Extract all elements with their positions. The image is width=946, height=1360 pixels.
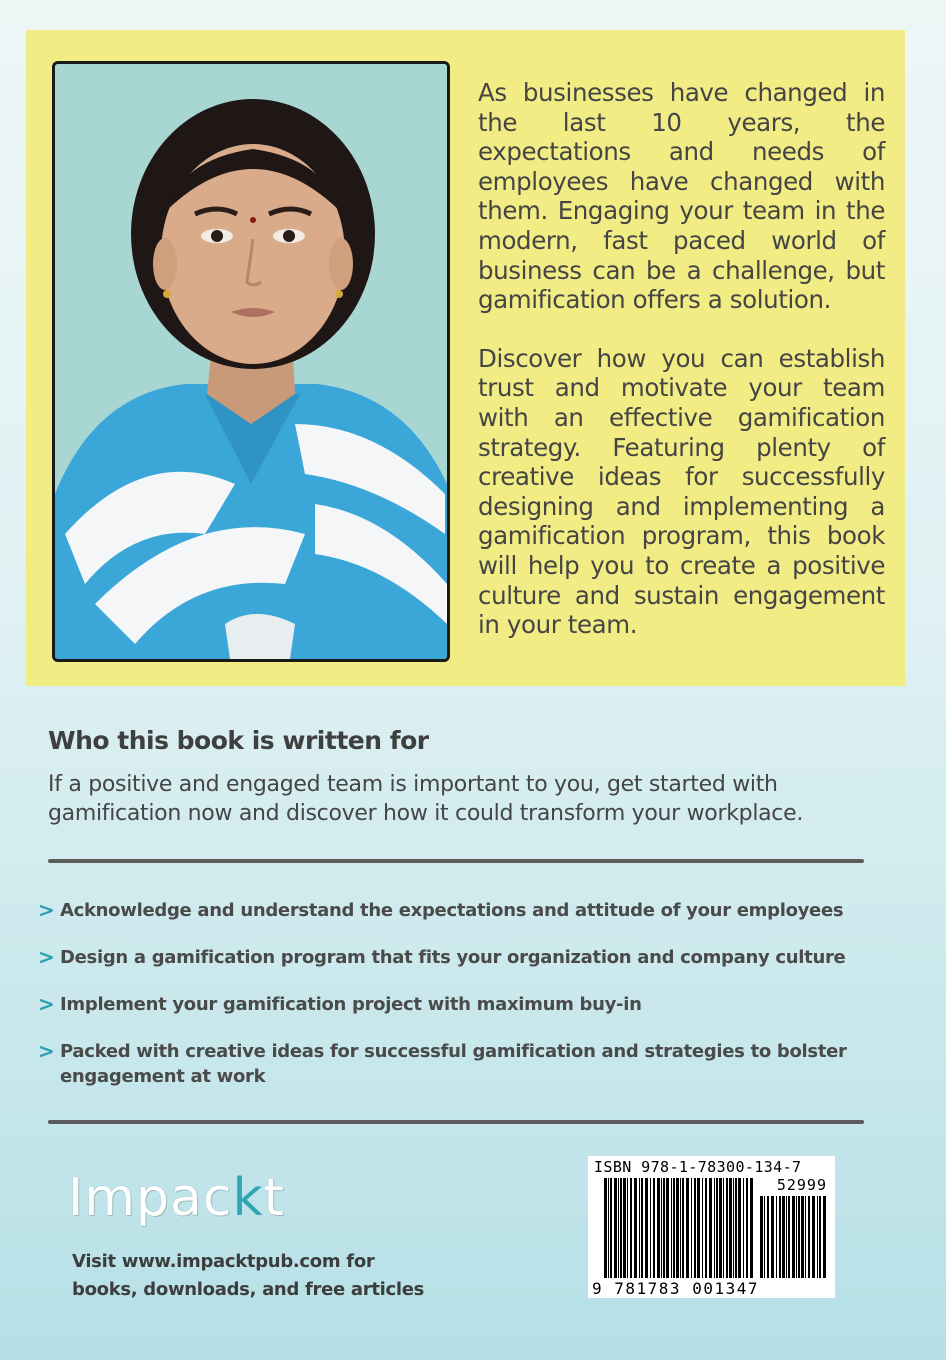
barcode-bar (682, 1178, 684, 1278)
barcode-bar (716, 1178, 718, 1278)
barcode-bar (729, 1178, 732, 1278)
barcode-bar (801, 1196, 804, 1278)
barcode-bar (714, 1178, 715, 1278)
barcode-bar (610, 1178, 612, 1278)
barcode-bar (735, 1178, 737, 1278)
barcode-bar (608, 1178, 609, 1278)
publisher-visit-text: Visit www.impacktpub.com for books, downloads, and free articles (72, 1251, 425, 1300)
feature-text: Acknowledge and understand the expectations and attitude of your employees (60, 900, 844, 921)
barcode-bar (743, 1178, 744, 1278)
barcode-bar (650, 1178, 651, 1278)
barcode-bar (779, 1196, 781, 1278)
barcode-bar (798, 1196, 800, 1278)
barcode-bar (705, 1178, 707, 1278)
barcode-bar (620, 1178, 622, 1278)
barcode-bar (776, 1196, 777, 1278)
barcode-bar (614, 1178, 617, 1278)
blurb-paragraph-2: Discover how you can establish trust and motivate your team with an effective gamification strategy. Featuring plenty of creative ideas for successfully designing and implementing a gamification program, this book will help you to create a positive culture and sustain engagement in your team. (478, 343, 885, 640)
barcode-bar (723, 1178, 724, 1278)
barcode-digits: 9 781783 001347 (592, 1279, 759, 1298)
barcode-bar (653, 1178, 655, 1278)
barcode-bar (630, 1178, 632, 1278)
chevron-right-icon: > (38, 898, 55, 922)
barcode-bar (663, 1178, 665, 1278)
barcode-bar (719, 1178, 722, 1278)
back-cover-blurb (478, 78, 885, 669)
feature-item (38, 945, 888, 970)
barcode-bar (657, 1178, 660, 1278)
barcode-bar (645, 1178, 648, 1278)
barcode-bar (666, 1178, 669, 1278)
barcode-bar (817, 1196, 818, 1278)
audience-title: Who this book is written for (48, 726, 429, 755)
barcode-bar (788, 1196, 790, 1278)
barcode-bar (702, 1178, 703, 1278)
feature-text: Packed with creative ideas for successful gamification and strategies to bolster engagement at work (60, 1041, 847, 1087)
feature-text: Design a gamification program that fits your organization and company culture (60, 947, 846, 968)
logo-text: Impackt (68, 1168, 285, 1228)
barcode-bar (639, 1178, 640, 1278)
chevron-right-icon: > (38, 992, 55, 1016)
barcode-bar (673, 1178, 675, 1278)
blurb-paragraph-1: As businesses have changed in the last 10 years, the expectations and needs of employees have changed with them. Engaging your team in the modern, fast paced world of business can be a challenge, but gamification offers a solution. (478, 78, 885, 315)
barcode-bar (819, 1196, 821, 1278)
barcode-bar (627, 1178, 628, 1278)
barcode-bar (782, 1196, 785, 1278)
feature-item (38, 992, 888, 1017)
barcode-bar (641, 1178, 643, 1278)
barcode-bar (618, 1178, 619, 1278)
barcode-bar (823, 1196, 826, 1278)
barcode-bar (738, 1178, 741, 1278)
barcode-bar (733, 1178, 734, 1278)
barcode-bar (676, 1178, 679, 1278)
barcode-bar (661, 1178, 662, 1278)
barcode-bar (691, 1178, 692, 1278)
barcode-bar (604, 1178, 607, 1278)
barcode-bar (694, 1178, 696, 1278)
barcode-bar (671, 1178, 672, 1278)
barcode-bar (697, 1178, 700, 1278)
divider-top (48, 859, 864, 863)
barcode-bar (792, 1196, 795, 1278)
author-portrait-image (55, 64, 447, 659)
barcode-bar (760, 1196, 763, 1278)
barcode-bar (746, 1178, 748, 1278)
barcode-bar (812, 1196, 815, 1278)
barcode-bar (686, 1178, 689, 1278)
barcode-bar (634, 1178, 637, 1278)
barcode-bar (764, 1196, 765, 1278)
barcode-bar (680, 1178, 681, 1278)
price-code: 52999 (776, 1176, 827, 1194)
feature-list (38, 898, 888, 1111)
barcode-bar (623, 1178, 626, 1278)
ean-barcode-bars (604, 1178, 754, 1278)
barcode-bar (767, 1196, 769, 1278)
barcode-bar (750, 1178, 753, 1278)
barcode-bar (796, 1196, 797, 1278)
barcode-bar (709, 1178, 712, 1278)
barcode-bar (808, 1196, 810, 1278)
barcode-bar (726, 1178, 728, 1278)
barcode-bar (786, 1196, 787, 1278)
feature-item (38, 1039, 888, 1089)
audience-text: If a positive and engaged team is important to you, get started with gamification now and discover how it could transform your workplace. (48, 772, 804, 826)
isbn-label: ISBN 978-1-78300-134-7 (594, 1158, 802, 1176)
chevron-right-icon: > (38, 1039, 55, 1063)
barcode-bar (771, 1196, 774, 1278)
isbn-barcode (588, 1156, 835, 1298)
barcode-bar (805, 1196, 806, 1278)
author-photo (52, 61, 450, 662)
chevron-right-icon: > (38, 945, 55, 969)
publisher-logo (68, 1168, 285, 1228)
feature-text: Implement your gamification project with maximum buy-in (60, 994, 642, 1015)
divider-bottom (48, 1120, 864, 1124)
price-barcode-bars (760, 1196, 828, 1278)
feature-item (38, 898, 888, 923)
